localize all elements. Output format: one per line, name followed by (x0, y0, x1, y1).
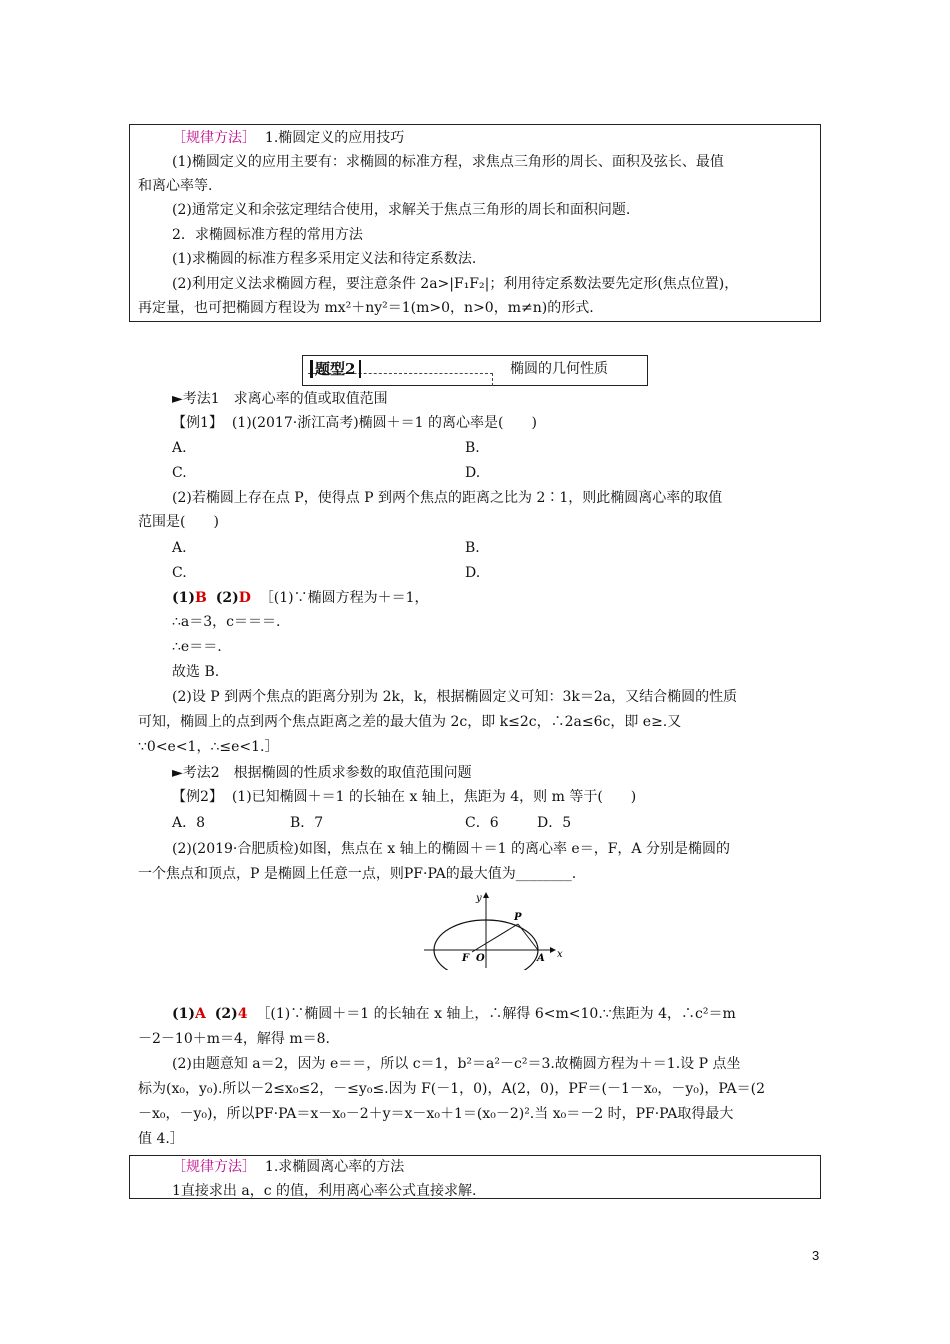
example-1-option-b: B. (465, 440, 480, 456)
example-1-q2-option-a: A. (172, 540, 187, 556)
example-1-answer-line: (1)B (2)D ［(1)∵椭圆方程为＋＝1， (172, 590, 429, 606)
example-2-option-b: B．7 (290, 815, 324, 831)
example-2-solution-line-3: (2)由题意知 a＝2，因为 e＝＝，所以 c＝1，b²＝a²－c²＝3.故椭圆方程为＋＝1.设 P 点坐 (172, 1056, 741, 1072)
example-1-question-2-line-2: 范围是( ) (138, 514, 219, 530)
example-2-question-2-line-2: 一个焦点和顶点，P 是椭圆上任意一点，则PF·PA的最大值为________. (138, 866, 577, 882)
example-1-question-1: 【例1】 (1)(2017·浙江高考)椭圆＋＝1 的离心率是( ) (172, 415, 537, 431)
example-2-question-1: 【例2】 (1)已知椭圆＋＝1 的长轴在 x 轴上，焦距为 4，则 m 等于( ) (172, 789, 637, 805)
answer-2: D (238, 590, 251, 606)
label-F: F (462, 953, 470, 964)
method-box-1-line-7: (2)利用定义法求椭圆方程，要注意条件 2a>|F₁F₂|；利用待定系数法要先定形(焦点位置)， (172, 276, 739, 292)
answer-2: 4 (237, 1006, 248, 1022)
example-1-q2-option-b: B. (465, 540, 480, 556)
example-1-solution-line-7: ∵0<e<1，∴≤e<1.］ (138, 739, 279, 755)
example-2-option-d: D．5 (537, 815, 572, 831)
ellipse-figure (420, 888, 570, 970)
method-tag: ［规律方法］ (172, 130, 256, 146)
method-box-2-line-1: ［规律方法］ 1.求椭圆离心率的方法 (172, 1159, 405, 1175)
kaofa-2-title: ►考法2 根据椭圆的性质求参数的取值范围问题 (172, 765, 472, 781)
method-box-2-line-2: 1直接求出 a，c 的值，利用离心率公式直接求解. (172, 1183, 477, 1199)
example-1-option-d: D. (465, 465, 481, 481)
method-box-1-line-5: 2．求椭圆标准方程的常用方法 (172, 227, 363, 243)
example-2-solution-line-6: 值 4.］ (138, 1131, 184, 1147)
type-header-title: 椭圆的几何性质 (510, 361, 608, 377)
segment-PA (518, 924, 538, 950)
example-1-q2-option-d: D. (465, 565, 481, 581)
label-x: x (557, 949, 563, 960)
method-box-1-line-2: (1)椭圆定义的应用主要有：求椭圆的标准方程，求焦点三角形的周长、面积及弦长、最值 (172, 154, 724, 170)
example-1-question-2-line-1: (2)若椭圆上存在点 P，使得点 P 到两个焦点的距离之比为 2∶1，则此椭圆离心率的取值 (172, 490, 723, 506)
label-y: y (476, 893, 482, 904)
example-1-option-c: C. (172, 465, 187, 481)
example-2-answer-line: (1)A (2)4 ［(1)∵椭圆＋＝1 的长轴在 x 轴上，∴解得 6<m<10.∵焦距为 4，∴c²＝m (172, 1006, 736, 1022)
example-1-solution-line-3: ∴e＝＝. (172, 639, 222, 655)
answer-1: A (195, 1006, 206, 1022)
segment-FP (472, 924, 518, 952)
example-1-solution-line-5: (2)设 P 到两个焦点的距离分别为 2k，k，根据椭圆定义可知：3k＝2a，又结合椭圆的性质 (172, 689, 738, 705)
method-box-1-line-6: (1)求椭圆的标准方程多采用定义法和待定系数法. (172, 251, 477, 267)
example-1-option-a: A. (172, 440, 187, 456)
example-2-solution-line-4: 标为(x₀，y₀).所以－2≤x₀≤2，－≤y₀≤.因为 F(－1，0)，A(2，0)，PF＝(－1－x₀，－y₀)，PA＝(2 (138, 1081, 765, 1097)
method-tag: ［规律方法］ (172, 1159, 256, 1175)
label-P: P (514, 912, 522, 923)
example-2-solution-line-2: －2－10＋m＝4，解得 m＝8. (138, 1031, 330, 1047)
page-number: 3 (812, 1248, 820, 1263)
example-1-solution-line-4: 故选 B. (172, 664, 220, 680)
example-2-question-2-line-1: (2)(2019·合肥质检)如图，焦点在 x 轴上的椭圆＋＝1 的离心率 e＝，F，A 分别是椭圆的 (172, 841, 730, 857)
example-1-q2-option-c: C. (172, 565, 187, 581)
method-box-1-line-4: (2)通常定义和余弦定理结合使用，求解关于焦点三角形的周长和面积问题. (172, 202, 631, 218)
kaofa-1-title: ►考法1 求离心率的值或取值范围 (172, 391, 388, 407)
label-O: O (476, 953, 485, 964)
answer-1: B (195, 590, 207, 606)
example-2-solution-line-5: －x₀，－y₀)，所以PF·PA＝x－x₀－2＋y＝x－x₀＋1＝(x₀－2)².当 x₀＝－2 时，PF·PA取得最大 (138, 1106, 734, 1122)
example-1-label: 【例1】 (172, 415, 223, 431)
example-2-label: 【例2】 (172, 789, 223, 805)
example-1-solution-line-6: 可知，椭圆上的点到两个焦点距离之差的最大值为 2c，即 k≤2c，∴2a≤6c，即 e≥.又 (138, 714, 682, 730)
method-box-1-line-8: 再定量，也可把椭圆方程设为 mx²＋ny²＝1(m>0，n>0，m≠n)的形式. (138, 300, 594, 316)
example-1-solution-line-2: ∴a＝3，c＝＝＝. (172, 614, 281, 630)
type-header-label: 题型2 (310, 358, 367, 379)
label-A: A (537, 953, 545, 964)
method-box-1-line-1: ［规律方法］ 1.椭圆定义的应用技巧 (172, 130, 405, 146)
example-2-option-c: C．6 (465, 815, 499, 831)
method-box-1-line-3: 和离心率等. (138, 178, 213, 194)
example-2-option-a: A．8 (172, 815, 206, 831)
